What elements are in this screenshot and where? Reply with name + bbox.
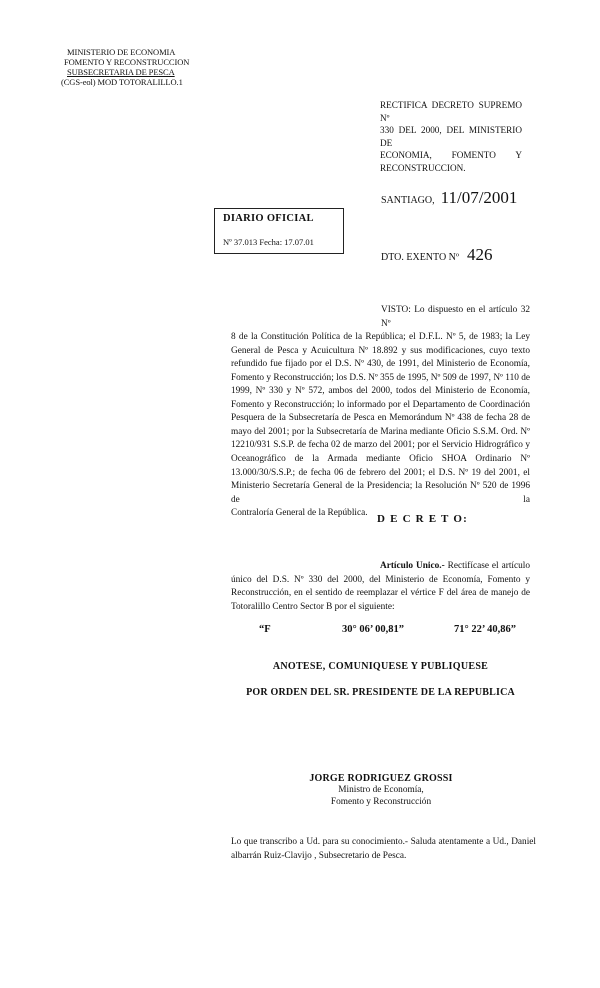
visto-line: Oceanográfico de la Armada mediante Oficio SHOA Ordinario Nº bbox=[231, 454, 530, 465]
articulo-unico bbox=[231, 560, 530, 614]
closing-por-orden: POR ORDEN DEL SR. PRESIDENTE DE LA REPUBLICA bbox=[246, 687, 515, 698]
signatory-title: Ministro de Economía, bbox=[338, 785, 424, 795]
articulo-last-line: Totoralillo Centro Sector B por el siguiente: bbox=[231, 601, 395, 612]
transcription-line: Lo que transcribo a Ud. para su conocimiento.- Saluda atentamente a Ud., Daniel bbox=[231, 837, 536, 847]
visto-line: refundido fue fijado por el D.S. Nº 430, de 1991, del Ministerio de Economía, bbox=[231, 359, 530, 370]
decree-number-label: DTO. EXENTO Nº bbox=[381, 252, 460, 263]
articulo-label: Artículo Unico.- bbox=[380, 561, 445, 571]
visto-last-line: Contraloría General de la República. bbox=[231, 508, 368, 519]
subject-line: RECTIFICA DECRETO SUPREMO Nº bbox=[380, 100, 522, 123]
visto-line: Pesquera de la Subsecretaría de Pesca en Memorándum Nº 438 de fecha 28 de bbox=[231, 413, 530, 424]
signatory-name: JORGE RODRIGUEZ GROSSI bbox=[309, 773, 453, 784]
transcription-note bbox=[231, 836, 536, 863]
decree-date: 11/07/2001 bbox=[440, 188, 518, 207]
articulo-first-rest: Rectifícase el artículo bbox=[447, 561, 530, 571]
diario-title: DIARIO OFICIAL bbox=[223, 213, 314, 224]
file-reference: (CGS-eol) MOD TOTORALILLO.1 bbox=[61, 77, 183, 87]
decree-number: 426 bbox=[467, 245, 493, 264]
vertex-name: “F bbox=[259, 624, 271, 635]
closing-anotese: ANOTESE, COMUNIQUESE Y PUBLIQUESE bbox=[272, 661, 489, 672]
diario-detail: Nº 37.013 Fecha: 17.07.01 bbox=[223, 237, 314, 247]
articulo-line: Reconstrucción, en el sentido de reemplazar el vértice F del área de manejo de bbox=[231, 588, 530, 598]
decreto-heading: D E C R E T O: bbox=[377, 513, 468, 525]
subject-line: ECONOMIA, FOMENTO Y bbox=[380, 150, 522, 160]
transcription-line: albarrán Ruiz-Clavijo , Subsecretario de Pesca. bbox=[231, 850, 407, 861]
visto-line: 13.000/30/S.S.P.; de fecha 06 de febrero del 2001; el D.S. Nº 19 del 2001, el bbox=[231, 467, 530, 478]
visto-line: 8 de la Constitución Política de la República; el D.F.L. Nº 5, de 1983; la Ley bbox=[231, 332, 530, 343]
visto-line: Fomento y Reconstrucción; lo informado por el Departamento de Coordinación bbox=[231, 399, 530, 410]
vertex-longitude: 71° 22’ 40,86” bbox=[454, 624, 517, 635]
visto-line: General de Pesca y Acuicultura Nº 18.892 y sus modificaciones, cuyo texto bbox=[231, 345, 530, 356]
vertex-latitude: 30° 06’ 00,81” bbox=[342, 624, 405, 635]
ministry-line: MINISTERIO DE ECONOMIA bbox=[67, 47, 176, 57]
diario-oficial-box bbox=[214, 208, 344, 254]
visto-first-line: VISTO: Lo dispuesto en el artículo 32 Nº bbox=[381, 305, 530, 329]
decree-subject bbox=[380, 99, 522, 174]
visto-paragraph bbox=[231, 304, 530, 521]
signature-block bbox=[281, 773, 481, 808]
signatory-title: Fomento y Reconstrucción bbox=[330, 797, 432, 807]
subject-line: 330 DEL 2000, DEL MINISTERIO DE bbox=[380, 125, 522, 148]
ministry-header bbox=[61, 47, 214, 87]
visto-line: Fomento y Reconstrucción; los D.S. Nº 355 de 1995, Nº 509 de 1997, Nº 110 de bbox=[231, 372, 530, 383]
visto-line: mayo del 2001; por la Subsecretaría de Marina mediante Oficio S.S.M. Ord. Nº bbox=[231, 426, 530, 437]
articulo-line: único del D.S. Nº 330 del 2000, del Ministerio de Economía, Fomento y bbox=[231, 574, 530, 585]
subject-line: RECONSTRUCCION. bbox=[380, 162, 466, 173]
visto-line: 1999, Nº 330 y Nº 572, ambos del 2000, todos del Ministerio de Economía, bbox=[231, 386, 530, 397]
visto-line: Ministerio Secretaría General de la Presidencia; la Resolución Nº 520 de 1996 de la bbox=[231, 481, 530, 505]
ministry-line: FOMENTO Y RECONSTRUCCION bbox=[64, 57, 190, 67]
visto-line: 12210/931 S.S.P. de fecha 02 de marzo del 2001; por el Servicio Hidrográfico y bbox=[231, 440, 530, 451]
articulo-first-line bbox=[380, 560, 530, 574]
place-date bbox=[381, 188, 517, 208]
subsecretaria-line: SUBSECRETARIA DE PESCA bbox=[67, 67, 175, 77]
place-label: SANTIAGO, bbox=[381, 195, 435, 206]
decree-number-line bbox=[381, 245, 493, 265]
